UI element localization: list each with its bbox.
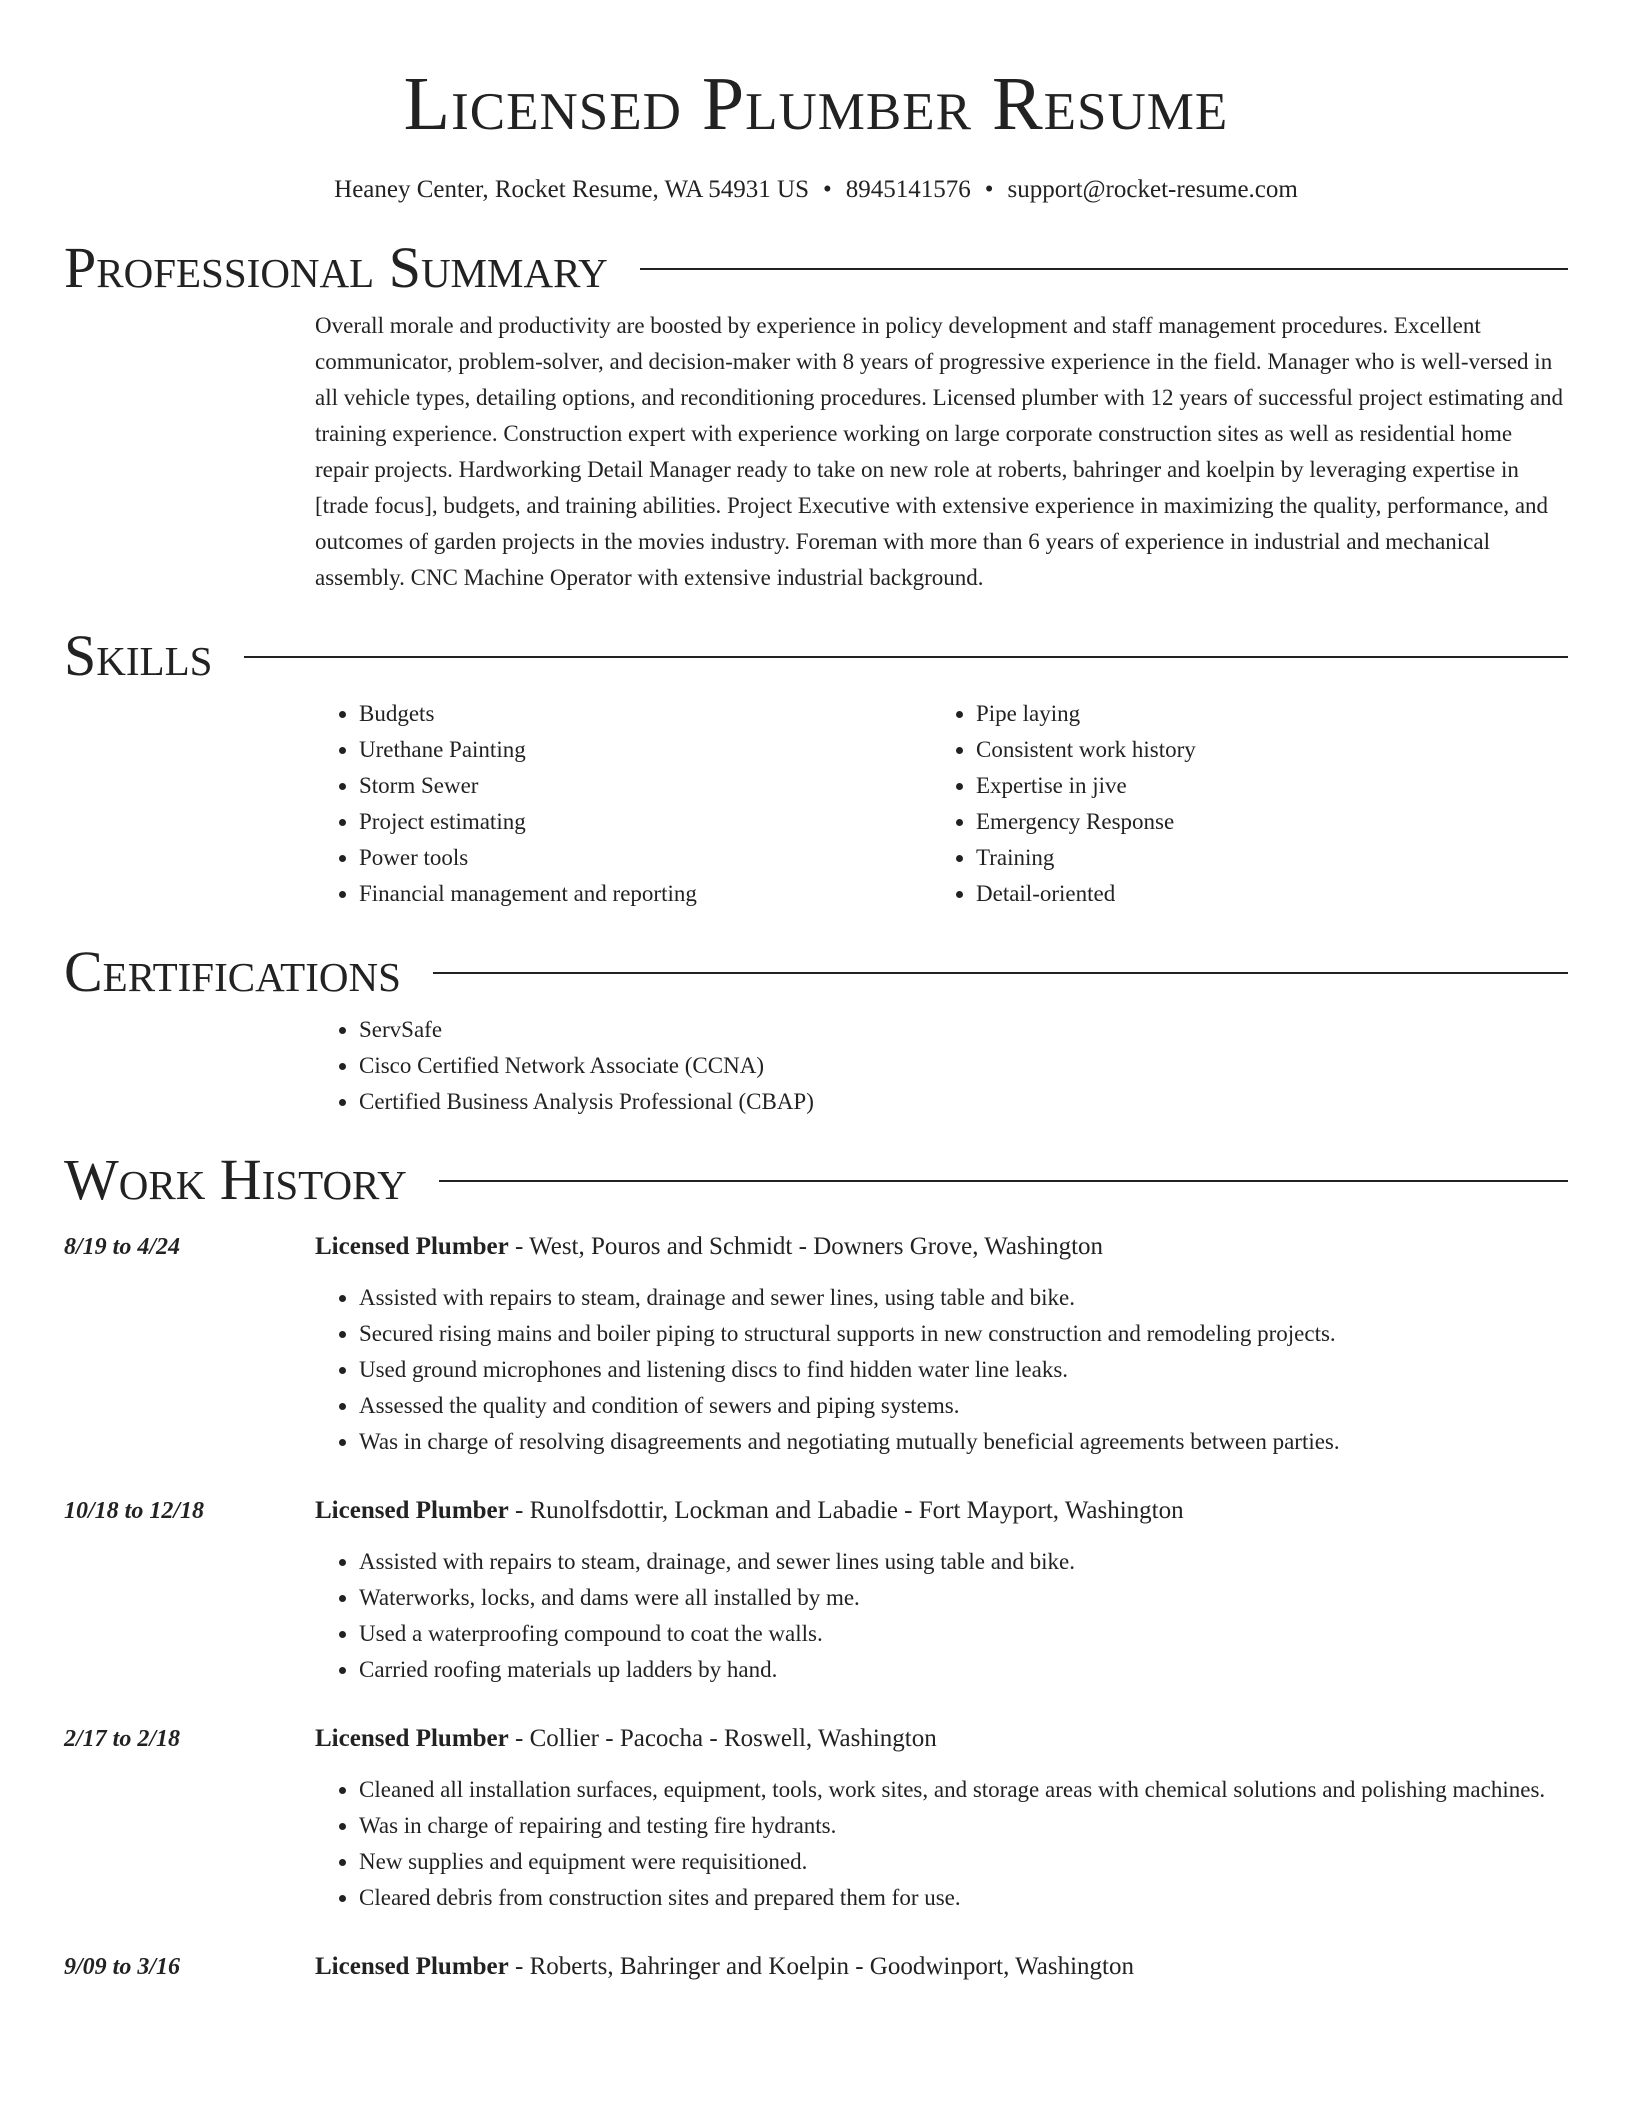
job-heading [315,1950,1134,1984]
certifications-heading: Certifications [64,939,401,1004]
job-bullet: • Assisted with repairs to steam, drainage, and sewer lines using table and bike. [359,1544,1568,1580]
job-bullet: • Used ground microphones and listening discs to find hidden water line leaks. [359,1352,1568,1388]
job-bullet: • Carried roofing materials up ladders by hand. [359,1652,1568,1688]
skills-header [64,622,1568,690]
skill-item: • Project estimating [359,804,932,840]
certification-item: • Cisco Certified Network Associate (CCNA) [359,1048,1568,1084]
job-bullet: • Was in charge of resolving disagreements and negotiating mutually beneficial agreements between parties. [359,1424,1568,1460]
job-heading [315,1722,937,1756]
section-rule [244,656,1568,658]
job-details: - Collier - Pacocha - Roswell, Washington [508,1725,937,1752]
skills-list-left [315,696,932,912]
certifications-header [64,938,1568,1006]
job-entry [64,1722,1568,1916]
job-bullet-list [315,1544,1568,1688]
skills-grid [315,696,1568,912]
skill-item: • Storm Sewer [359,768,932,804]
skill-item: • Consistent work history [976,732,1549,768]
job-title: Licensed Plumber [315,1725,509,1752]
job-bullet: • New supplies and equipment were requisitioned. [359,1844,1568,1880]
work-history-heading: Work History [64,1147,407,1212]
job-heading [315,1230,1103,1264]
job-bullet: • Waterworks, locks, and dams were all installed by me. [359,1580,1568,1616]
certification-item: • Certified Business Analysis Professional (CBAP) [359,1084,1568,1120]
job-dates: 2/17 to 2/18 [64,1726,181,1752]
certification-item: • ServSafe [359,1012,1568,1048]
summary-header [64,234,1568,302]
job-dates: 8/19 to 4/24 [64,1234,181,1260]
job-details: - West, Pouros and Schmidt - Downers Grove, Washington [508,1233,1104,1260]
job-title: Licensed Plumber [315,1497,509,1524]
job-bullet-list [315,1280,1568,1460]
job-bullet-list [315,1772,1568,1916]
section-rule [640,268,1568,270]
job-bullet: • Was in charge of repairing and testing fire hydrants. [359,1808,1568,1844]
job-bullet: • Cleaned all installation surfaces, equipment, tools, work sites, and storage areas with chemical solutions and polishing machines. [359,1772,1568,1808]
job-bullet: • Used a waterproofing compound to coat the walls. [359,1616,1568,1652]
skill-item: • Power tools [359,840,932,876]
job-entry [64,1494,1568,1688]
job-title: Licensed Plumber [315,1233,509,1260]
skills-column-right [932,696,1549,912]
contact-phone: 8945141576 [845,176,971,203]
skill-item: • Detail-oriented [976,876,1549,912]
job-details: - Roberts, Bahringer and Koelpin - Goodwinport, Washington [508,1953,1134,1980]
contact-line [64,174,1568,206]
job-bullet: • Assisted with repairs to steam, drainage and sewer lines, using table and bike. [359,1280,1568,1316]
skills-section [64,622,1568,912]
skill-item: • Expertise in jive [976,768,1549,804]
certifications-section [64,938,1568,1120]
skill-item: • Pipe laying [976,696,1549,732]
summary-heading: Professional Summary [64,235,608,300]
resume-title: Licensed Plumber Resume [403,62,1229,146]
job-dates: 10/18 to 12/18 [64,1498,205,1524]
job-entry [64,1950,1568,1984]
skill-item: • Budgets [359,696,932,732]
job-entry [64,1230,1568,1460]
job-heading [315,1494,1184,1528]
contact-separator: • [823,176,832,203]
job-bullet: • Assessed the quality and condition of sewers and piping systems. [359,1388,1568,1424]
summary-text: Overall morale and productivity are boosted by experience in policy development and staff management procedures. Excellent communicator, problem-solver, and decision-maker with 8 years of progressive experience in the field. Manager who is well-versed in all vehicle types, detailing options, and reconditioning procedures. Licensed plumber with 12 years of successful project estimating and training experience. Construction expert with experience working on large corporate construction sites as well as residential home repair projects. Hardworking Detail Manager ready to take on new role at roberts, bahringer and koelpin by leveraging expertise in [trade focus], budgets, and training abilities. Project Executive with extensive experience in maximizing the quality, performance, and outcomes of garden projects in the movies industry. Foreman with more than 6 years of experience in industrial and mechanical assembly. CNC Machine Operator with extensive industrial background. [315,313,1564,590]
section-rule [433,972,1568,974]
contact-separator: • [984,176,994,203]
skill-item: • Training [976,840,1549,876]
summary-section [64,234,1568,596]
skill-item: • Emergency Response [976,804,1549,840]
contact-email: support@rocket-resume.com [1007,176,1298,203]
resume-page [64,0,1568,1984]
certifications-list [315,1012,1568,1120]
job-bullet: • Secured rising mains and boiler piping to structural supports in new construction and remodeling projects. [359,1316,1568,1352]
skills-list-right [932,696,1549,912]
skill-item: • Financial management and reporting [359,876,932,912]
contact-address: Heaney Center, Rocket Resume, WA 54931 US [334,176,809,203]
skill-item: • Urethane Painting [359,732,932,768]
skills-heading: Skills [64,623,213,688]
job-title: Licensed Plumber [315,1953,509,1980]
job-dates: 9/09 to 3/16 [64,1954,181,1980]
skills-column-left [315,696,932,912]
job-details: - Runolfsdottir, Lockman and Labadie - Fort Mayport, Washington [508,1497,1184,1524]
section-rule [439,1180,1568,1182]
work-history-section [64,1146,1568,1984]
work-history-header [64,1146,1568,1214]
job-bullet: • Cleared debris from construction sites and prepared them for use. [359,1880,1568,1916]
